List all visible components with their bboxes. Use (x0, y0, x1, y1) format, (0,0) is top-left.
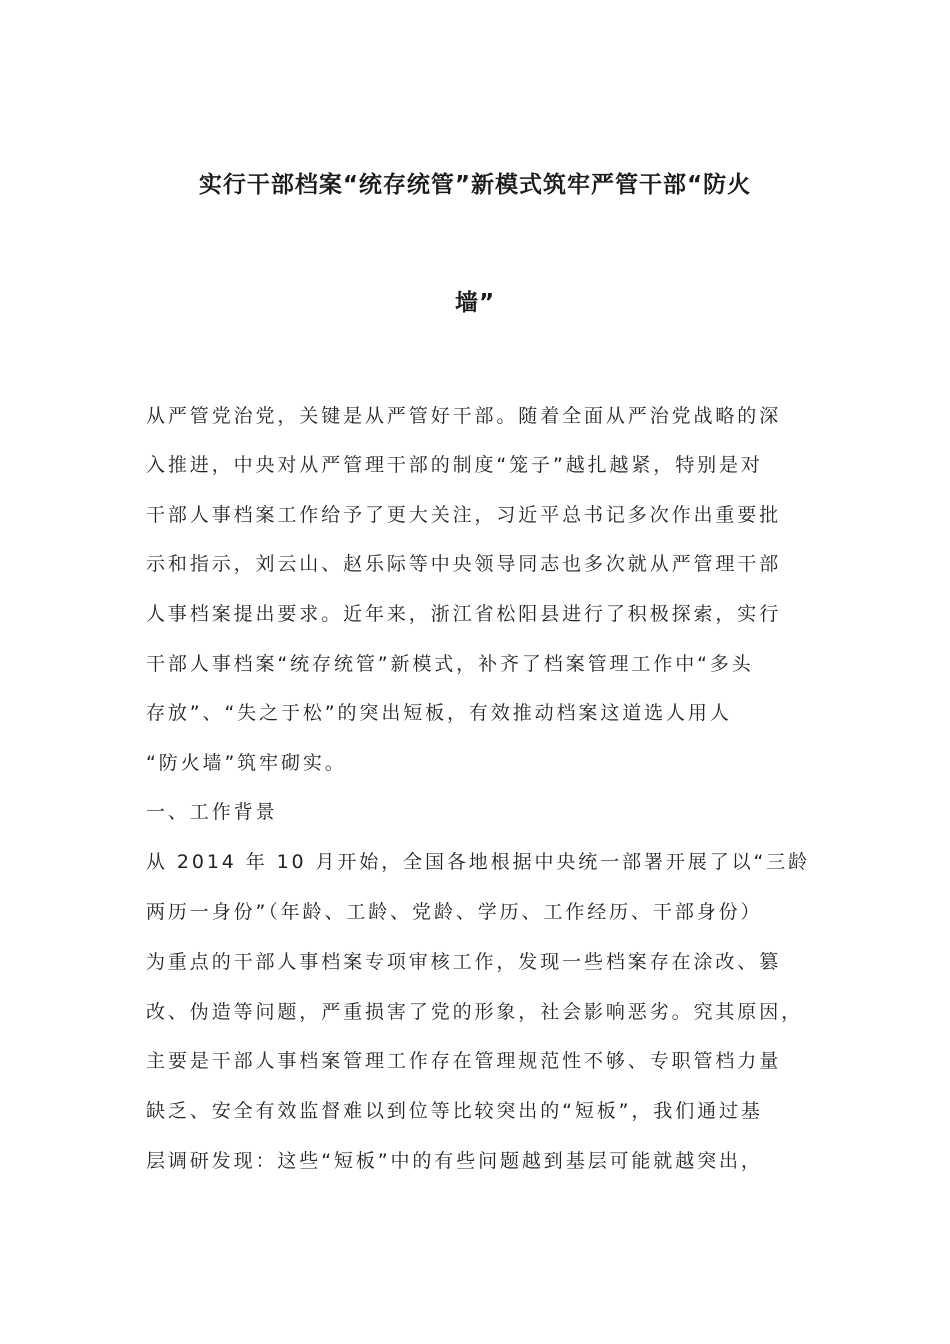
document-title-line-2: 墙” (454, 290, 496, 316)
paragraph-line: 从严管党治党，关键是从严管好干部。随着全面从严治党战略的深 (146, 405, 782, 427)
section-heading: 一、工作背景 (146, 801, 278, 823)
paragraph-line: 层调研发现：这些“短板”中的有些问题越到基层可能就越突出， (146, 1150, 763, 1172)
paragraph-line: 干部人事档案工作给予了更大关注，习近平总书记多次作出重要批 (146, 504, 782, 526)
paragraph-line: 改、伪造等问题，严重损害了党的形象，社会影响恶劣。究其原因， (146, 1001, 804, 1023)
paragraph-line: 人事档案提出要求。近年来，浙江省松阳县进行了积极探索，实行 (146, 603, 782, 625)
document-title-line-1: 实行干部档案“统存统管”新模式筑牢严管干部“防火 (198, 172, 752, 198)
paragraph-line: 缺乏、安全有效监督难以到位等比较突出的“短板”，我们通过基 (146, 1100, 763, 1122)
paragraph-line: 主要是干部人事档案管理工作存在管理规范性不够、专职管档力量 (146, 1050, 782, 1072)
paragraph-line: 为重点的干部人事档案专项审核工作，发现一些档案存在涂改、篡 (146, 951, 782, 973)
paragraph-line: 存放”、“失之于松”的突出短板，有效推动档案这道选人用人 (146, 702, 732, 724)
paragraph-line: 从 2014 年 10 月开始，全国各地根据中央统一部署开展了以“三龄 (146, 851, 811, 873)
paragraph-line: 两历一身份”（年龄、工龄、党龄、学历、工作经历、干部身份） (146, 901, 763, 923)
paragraph-line: 入推进，中央对从严管理干部的制度“笼子”越扎越紧，特别是对 (146, 454, 763, 476)
paragraph-line: “防火墙”筑牢砌实。 (146, 752, 347, 774)
paragraph-line: 示和指示，刘云山、赵乐际等中央领导同志也多次就从严管理干部 (146, 553, 782, 575)
paragraph-line: 干部人事档案“统存统管”新模式，补齐了档案管理工作中“多头 (146, 653, 754, 675)
